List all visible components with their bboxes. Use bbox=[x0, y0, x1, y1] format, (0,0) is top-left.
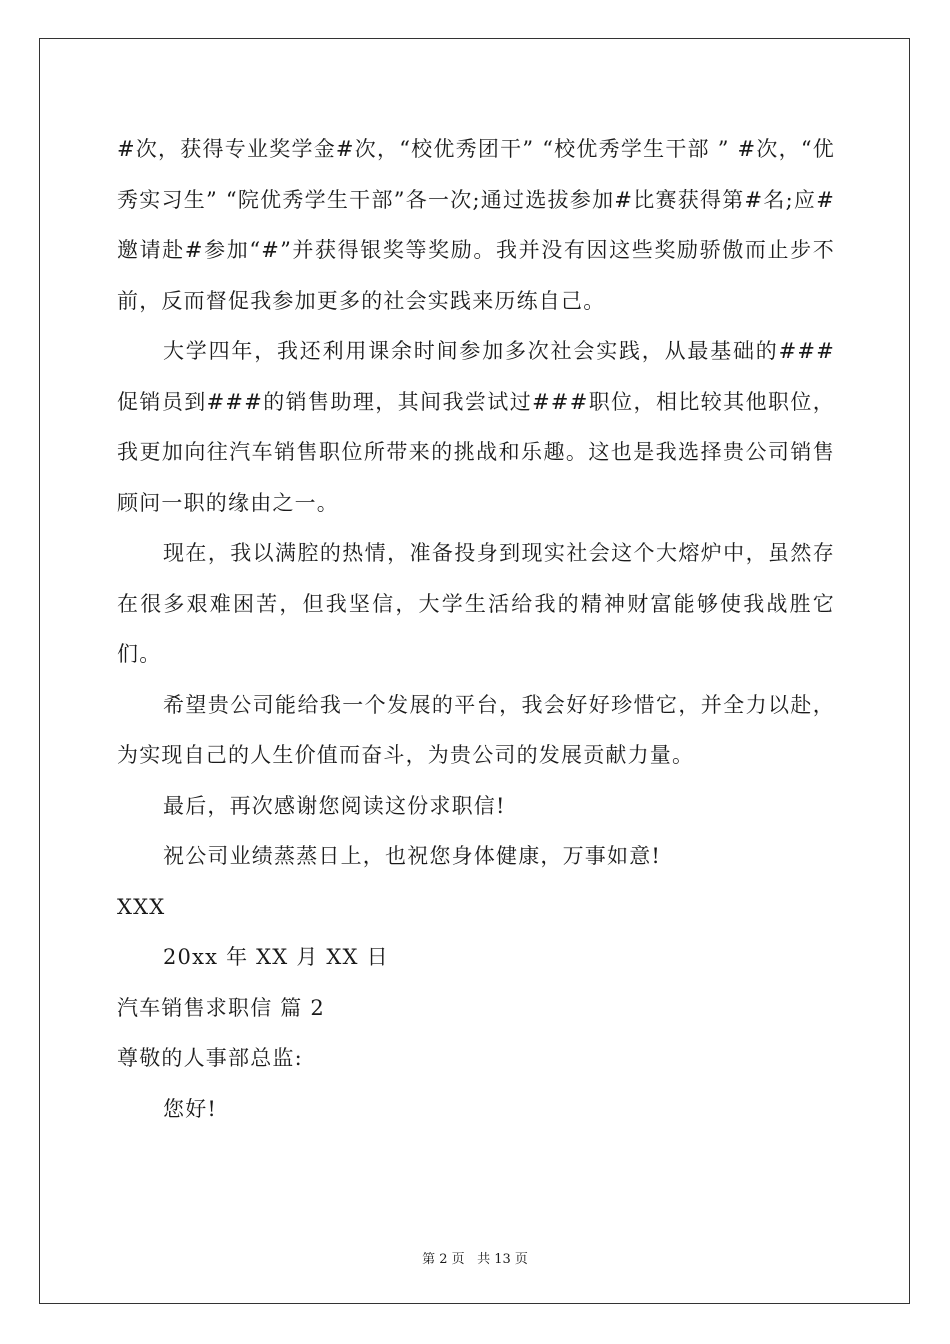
page-total: 共 13 页 bbox=[477, 1252, 528, 1267]
page-number: 第 2 页 bbox=[422, 1252, 465, 1267]
paragraph-thanks: 最后，再次感谢您阅读这份求职信! bbox=[163, 793, 506, 818]
greeting: 您好! bbox=[163, 1096, 218, 1121]
date: 20xx 年 XX 月 XX 日 bbox=[163, 945, 389, 969]
letter-body bbox=[117, 124, 835, 1134]
paragraph-awards: #次，获得专业奖学金#次，“校优秀团干” “校优秀学生干部 ” #次，“优秀实习生” “院优秀学生干部”各一次;通过选拔参加#比赛获得第#名;应#邀请赴#参加“#”并获得银奖等奖励。我并没有因这些奖励骄傲而止步不前，反而督促我参加更多的社会实践来历练自己。 bbox=[117, 137, 835, 313]
paragraph-wishes: 祝公司业绩蒸蒸日上，也祝您身体健康，万事如意! bbox=[163, 844, 662, 868]
paragraph-hope: 希望贵公司能给我一个发展的平台，我会好好珍惜它，并全力以赴，为实现自己的人生价值而奋斗，为贵公司的发展贡献力量。 bbox=[117, 692, 835, 767]
signature: XXX bbox=[117, 894, 166, 919]
page-footer bbox=[0, 1248, 950, 1267]
salutation: 尊敬的人事部总监: bbox=[117, 1046, 303, 1070]
paragraph-social-practice: 大学四年，我还利用课余时间参加多次社会实践，从最基础的###促销员到###的销售助理，其间我尝试过###职位，相比较其他职位，我更加向往汽车销售职位所带来的挑战和乐趣。这也是我选择贵公司销售顾问一职的缘由之一。 bbox=[117, 339, 835, 515]
section-heading: 汽车销售求职信 篇 2 bbox=[117, 995, 325, 1020]
paragraph-passion: 现在，我以满腔的热情，准备投身到现实社会这个大熔炉中，虽然存在很多艰难困苦，但我坚信，大学生活给我的精神财富能够使我战胜它们。 bbox=[117, 541, 835, 666]
